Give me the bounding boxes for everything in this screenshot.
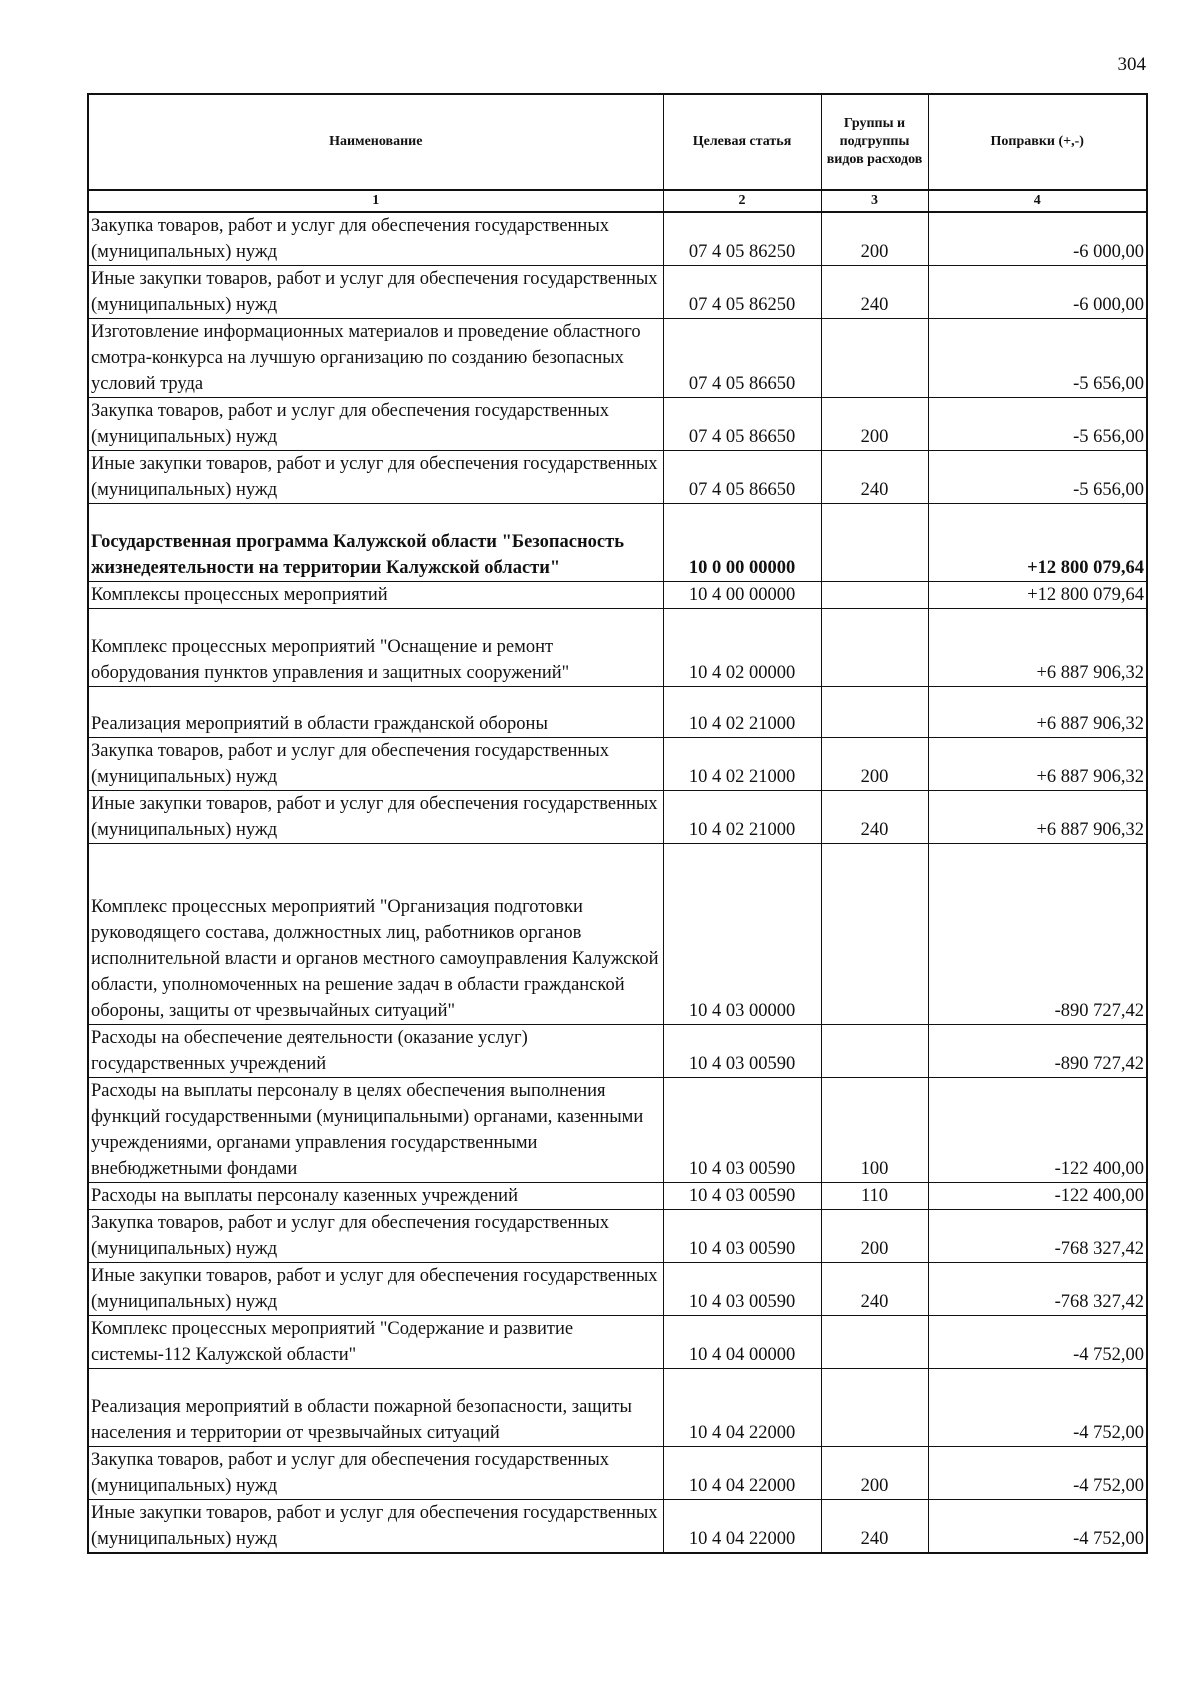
row-group: 200 xyxy=(821,212,928,266)
table-row xyxy=(88,791,1147,844)
row-code: 10 4 02 00000 xyxy=(663,609,821,687)
row-amount: -6 000,00 xyxy=(928,266,1147,319)
budget-amendments-table xyxy=(87,93,1148,1554)
row-amount: -890 727,42 xyxy=(928,1025,1147,1078)
table-row xyxy=(88,1263,1147,1316)
table-row xyxy=(88,1210,1147,1263)
row-code: 10 4 03 00590 xyxy=(663,1263,821,1316)
header-name: Наименование xyxy=(88,94,663,190)
row-name: Закупка товаров, работ и услуг для обеспечения государственных (муниципальных) нужд xyxy=(88,738,663,791)
row-amount: -4 752,00 xyxy=(928,1316,1147,1369)
row-group: 200 xyxy=(821,738,928,791)
row-name: Расходы на выплаты персоналу в целях обеспечения выполнения функций государственными (муниципальными) органами, казенными учреждениями, органами управления государственными внебюджетными фондами xyxy=(88,1078,663,1183)
row-amount: +6 887 906,32 xyxy=(928,791,1147,844)
row-amount: -6 000,00 xyxy=(928,212,1147,266)
row-code: 10 4 04 22000 xyxy=(663,1447,821,1500)
row-code: 10 0 00 00000 xyxy=(663,504,821,582)
row-amount: -768 327,42 xyxy=(928,1210,1147,1263)
row-group: 240 xyxy=(821,791,928,844)
row-group: 100 xyxy=(821,1078,928,1183)
row-code: 10 4 02 21000 xyxy=(663,791,821,844)
table-row xyxy=(88,1447,1147,1500)
row-name: Закупка товаров, работ и услуг для обеспечения государственных (муниципальных) нужд xyxy=(88,1447,663,1500)
header-amount: Поправки (+,-) xyxy=(928,94,1147,190)
row-code: 10 4 03 00590 xyxy=(663,1183,821,1210)
page-number: 304 xyxy=(1117,54,1146,75)
row-name: Иные закупки товаров, работ и услуг для обеспечения государственных (муниципальных) нужд xyxy=(88,791,663,844)
row-group xyxy=(821,319,928,398)
row-code: 07 4 05 86650 xyxy=(663,319,821,398)
row-group: 240 xyxy=(821,1263,928,1316)
row-group xyxy=(821,504,928,582)
column-number: 3 xyxy=(821,190,928,212)
row-name: Иные закупки товаров, работ и услуг для обеспечения государственных (муниципальных) нужд xyxy=(88,1263,663,1316)
row-amount: -5 656,00 xyxy=(928,319,1147,398)
row-name: Закупка товаров, работ и услуг для обеспечения государственных (муниципальных) нужд xyxy=(88,398,663,451)
table-row xyxy=(88,1025,1147,1078)
table-row xyxy=(88,398,1147,451)
row-name: Реализация мероприятий в области гражданской обороны xyxy=(88,687,663,738)
row-group: 240 xyxy=(821,266,928,319)
row-group: 110 xyxy=(821,1183,928,1210)
table-row xyxy=(88,266,1147,319)
table-row-program xyxy=(88,504,1147,582)
row-name: Государственная программа Калужской области "Безопасность жизнедеятельности на территории Калужской области" xyxy=(88,504,663,582)
row-name: Комплекс процессных мероприятий "Организация подготовки руководящего состава, должностных лиц, работников органов исполнительной власти и органов местного самоуправления Калужской области, уполномоченных на решение задач в области гражданской обороны, защиты от чрезвычайных ситуаций" xyxy=(88,844,663,1025)
column-number: 2 xyxy=(663,190,821,212)
row-amount: -768 327,42 xyxy=(928,1263,1147,1316)
row-code: 07 4 05 86650 xyxy=(663,451,821,504)
row-group xyxy=(821,1369,928,1447)
table-row xyxy=(88,451,1147,504)
row-code: 07 4 05 86250 xyxy=(663,266,821,319)
row-code: 10 4 00 00000 xyxy=(663,582,821,609)
table-row xyxy=(88,319,1147,398)
row-group: 200 xyxy=(821,1447,928,1500)
row-code: 10 4 02 21000 xyxy=(663,687,821,738)
table-row xyxy=(88,1183,1147,1210)
row-group: 240 xyxy=(821,1500,928,1554)
row-amount: -5 656,00 xyxy=(928,451,1147,504)
row-group xyxy=(821,582,928,609)
row-amount: -4 752,00 xyxy=(928,1500,1147,1554)
row-amount: +12 800 079,64 xyxy=(928,582,1147,609)
table-row xyxy=(88,844,1147,1025)
row-amount: -4 752,00 xyxy=(928,1369,1147,1447)
row-group xyxy=(821,687,928,738)
row-amount: +12 800 079,64 xyxy=(928,504,1147,582)
row-amount: -5 656,00 xyxy=(928,398,1147,451)
row-amount: -122 400,00 xyxy=(928,1078,1147,1183)
row-group: 200 xyxy=(821,1210,928,1263)
row-code: 10 4 03 00590 xyxy=(663,1025,821,1078)
row-code: 10 4 03 00590 xyxy=(663,1210,821,1263)
row-name: Расходы на выплаты персоналу казенных учреждений xyxy=(88,1183,663,1210)
header-code: Целевая статья xyxy=(663,94,821,190)
row-code: 07 4 05 86250 xyxy=(663,212,821,266)
table-row xyxy=(88,1500,1147,1554)
column-number-row xyxy=(88,190,1147,212)
row-name: Комплексы процессных мероприятий xyxy=(88,582,663,609)
row-name: Закупка товаров, работ и услуг для обеспечения государственных (муниципальных) нужд xyxy=(88,1210,663,1263)
column-number: 1 xyxy=(88,190,663,212)
table-row xyxy=(88,609,1147,687)
row-name: Расходы на обеспечение деятельности (оказание услуг) государственных учреждений xyxy=(88,1025,663,1078)
column-number: 4 xyxy=(928,190,1147,212)
header-group: Группы и подгруппы видов расходов xyxy=(821,94,928,190)
row-code: 10 4 04 00000 xyxy=(663,1316,821,1369)
row-name: Иные закупки товаров, работ и услуг для обеспечения государственных (муниципальных) нужд xyxy=(88,266,663,319)
table-row xyxy=(88,1369,1147,1447)
row-name: Закупка товаров, работ и услуг для обеспечения государственных (муниципальных) нужд xyxy=(88,212,663,266)
table-row xyxy=(88,212,1147,266)
row-group: 240 xyxy=(821,451,928,504)
row-name: Иные закупки товаров, работ и услуг для обеспечения государственных (муниципальных) нужд xyxy=(88,451,663,504)
row-group xyxy=(821,609,928,687)
row-code: 10 4 02 21000 xyxy=(663,738,821,791)
row-amount: -122 400,00 xyxy=(928,1183,1147,1210)
row-name: Иные закупки товаров, работ и услуг для обеспечения государственных (муниципальных) нужд xyxy=(88,1500,663,1554)
row-code: 10 4 04 22000 xyxy=(663,1500,821,1554)
row-group xyxy=(821,1025,928,1078)
row-name: Комплекс процессных мероприятий "Содержание и развитие системы-112 Калужской области" xyxy=(88,1316,663,1369)
table-row xyxy=(88,738,1147,791)
row-group xyxy=(821,1316,928,1369)
row-group xyxy=(821,844,928,1025)
row-name: Комплекс процессных мероприятий "Оснащение и ремонт оборудования пунктов управления и защитных сооружений" xyxy=(88,609,663,687)
table-row xyxy=(88,1316,1147,1369)
row-amount: +6 887 906,32 xyxy=(928,609,1147,687)
row-amount: -4 752,00 xyxy=(928,1447,1147,1500)
table-row xyxy=(88,1078,1147,1183)
row-name: Изготовление информационных материалов и проведение областного смотра-конкурса на лучшую организацию по созданию безопасных условий труда xyxy=(88,319,663,398)
row-code: 07 4 05 86650 xyxy=(663,398,821,451)
row-name: Реализация мероприятий в области пожарной безопасности, защиты населения и территории от чрезвычайных ситуаций xyxy=(88,1369,663,1447)
row-amount: +6 887 906,32 xyxy=(928,687,1147,738)
row-amount: -890 727,42 xyxy=(928,844,1147,1025)
row-group: 200 xyxy=(821,398,928,451)
table-row xyxy=(88,582,1147,609)
row-code: 10 4 04 22000 xyxy=(663,1369,821,1447)
row-code: 10 4 03 00590 xyxy=(663,1078,821,1183)
table-header-row xyxy=(88,94,1147,190)
table-row xyxy=(88,687,1147,738)
row-code: 10 4 03 00000 xyxy=(663,844,821,1025)
row-amount: +6 887 906,32 xyxy=(928,738,1147,791)
